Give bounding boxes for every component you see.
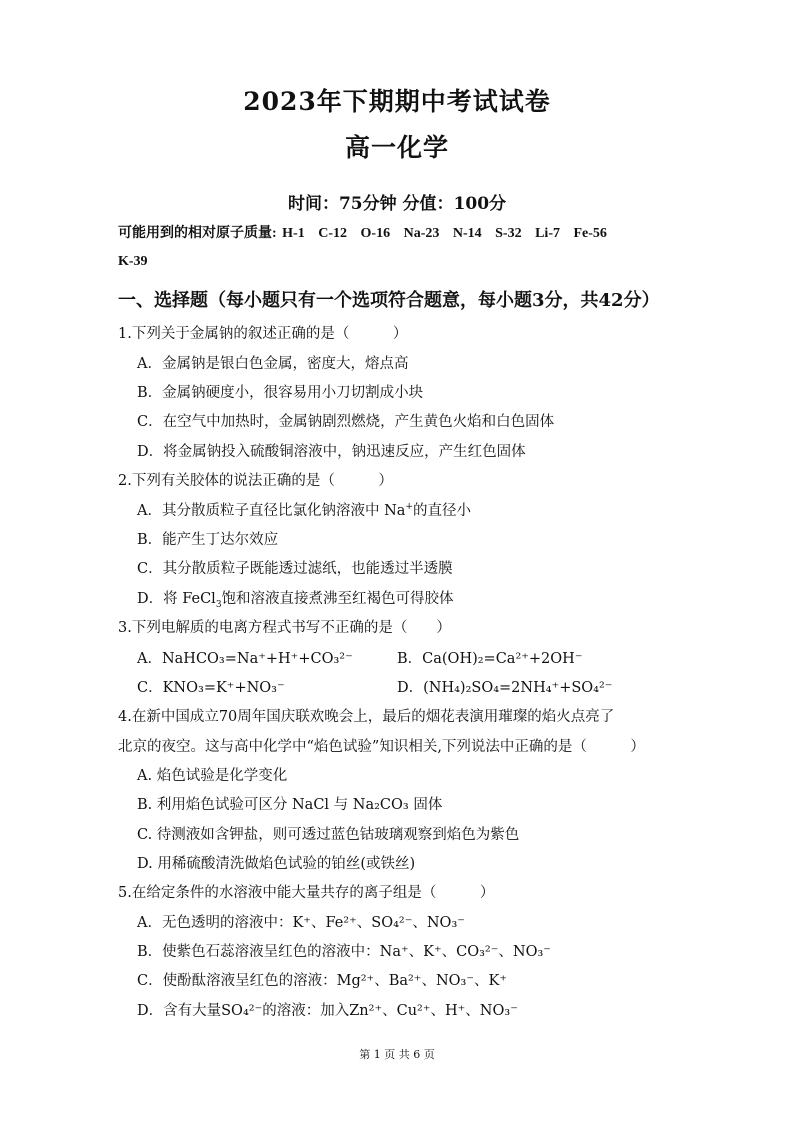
option-text: 的直径小	[412, 503, 471, 519]
atomic-mass-item: S-32	[495, 226, 522, 241]
question-3-option-a: A．NaHCO₃=Na⁺+H⁺+CO₃²⁻	[137, 651, 353, 667]
atomic-mass-item: Na-23	[403, 226, 440, 241]
question-2-option-d	[137, 587, 454, 608]
question-1-option-c: C．在空气中加热时，金属钠剧烈燃烧，产生黄色火焰和白色固体	[137, 414, 555, 430]
atomic-mass-label: 可能用到的相对原子质量:	[118, 226, 277, 241]
option-text: 饱和溶液直接煮沸至红褐色可得胶体	[221, 591, 454, 607]
question-1-option-a: A．金属钠是银白色金属，密度大，熔点高	[137, 356, 409, 372]
page-footer: 第 1 页 共 6 页	[359, 1048, 435, 1061]
time-score-info: 时间：75分钟 分值：100分	[287, 194, 507, 214]
question-5-stem: 5.在给定条件的水溶液中能大量共存的离子组是（ ）	[118, 885, 495, 901]
question-4-option-a: A. 焰色试验是化学变化	[137, 768, 288, 784]
question-5-option-a: A．无色透明的溶液中：K⁺、Fe²⁺、SO₄²⁻、NO₃⁻	[137, 915, 465, 931]
question-4-stem-line-2: 北京的夜空。这与高中化学中“焰色试验”知识相关,下列说法中正确的是（ ）	[118, 739, 645, 755]
question-1-stem: 1.下列关于金属钠的叙述正确的是（ ）	[118, 326, 408, 342]
atomic-mass-item: Fe-56	[573, 226, 607, 241]
atomic-mass-line-2	[118, 254, 688, 270]
option-text: A．其分散质粒子直径比氯化钠溶液中 Na	[137, 503, 406, 519]
section-title-multiple-choice: 一、选择题（每小题只有一个选项符合题意，每小题3分，共42分）	[118, 290, 660, 311]
question-2-option-c: C．其分散质粒子既能透过滤纸，也能透过半透膜	[137, 561, 453, 577]
question-2-stem: 2.下列有关胶体的说法正确的是（ ）	[118, 473, 393, 489]
atomic-mass-item: O-16	[360, 226, 391, 241]
ion-charge: +	[405, 502, 413, 513]
exam-subject: 高一化学	[344, 133, 449, 162]
exam-title: 2023年下期期中考试试卷	[243, 87, 551, 116]
atomic-mass-item: C-12	[318, 226, 348, 241]
question-4-option-c: C. 待测液如含钾盐，则可透过蓝色钴玻璃观察到焰色为紫色	[137, 827, 520, 843]
question-2-option-a	[137, 499, 471, 520]
atomic-mass-line-1	[118, 222, 688, 242]
question-4-option-b: B. 利用焰色试验可区分 NaCl 与 Na₂CO₃ 固体	[137, 797, 443, 813]
question-1-option-b: B．金属钠硬度小，很容易用小刀切割成小块	[137, 385, 424, 401]
question-4-option-d: D. 用稀硫酸清洗做焰色试验的铂丝(或铁丝)	[137, 856, 416, 872]
atomic-mass-item: H-1	[282, 226, 305, 241]
question-5-option-b: B．使紫色石蕊溶液呈红色的溶液中：Na⁺、K⁺、CO₃²⁻、NO₃⁻	[137, 944, 551, 960]
option-text: D．将 FeCl	[137, 591, 216, 607]
atomic-mass-item: K-39	[118, 254, 148, 269]
question-3-option-c: C．KNO₃=K⁺+NO₃⁻	[137, 680, 285, 696]
question-1-option-d: D．将金属钠投入硫酸铜溶液中，钠迅速反应，产生红色固体	[137, 444, 526, 460]
atomic-mass-item: Li-7	[535, 226, 560, 241]
question-3-stem: 3.下列电解质的电离方程式书写不正确的是（ ）	[118, 620, 451, 636]
subscript: 3	[215, 599, 222, 610]
question-5-option-c: C．使酚酞溶液呈红色的溶液：Mg²⁺、Ba²⁺、NO₃⁻、K⁺	[137, 973, 507, 989]
question-2-option-b: B．能产生丁达尔效应	[137, 532, 279, 548]
atomic-mass-item: N-14	[452, 226, 482, 241]
question-5-option-d: D．含有大量SO₄²⁻的溶液：加入Zn²⁺、Cu²⁺、H⁺、NO₃⁻	[137, 1003, 518, 1019]
question-4-stem-line-1: 4.在新中国成立70周年国庆联欢晚会上，最后的烟花表演用璀璨的焰火点亮了	[118, 709, 615, 725]
question-3-option-b: B．Ca(OH)₂=Ca²⁺+2OH⁻	[397, 651, 583, 667]
question-3-option-d: D．(NH₄)₂SO₄=2NH₄⁺+SO₄²⁻	[397, 680, 613, 696]
